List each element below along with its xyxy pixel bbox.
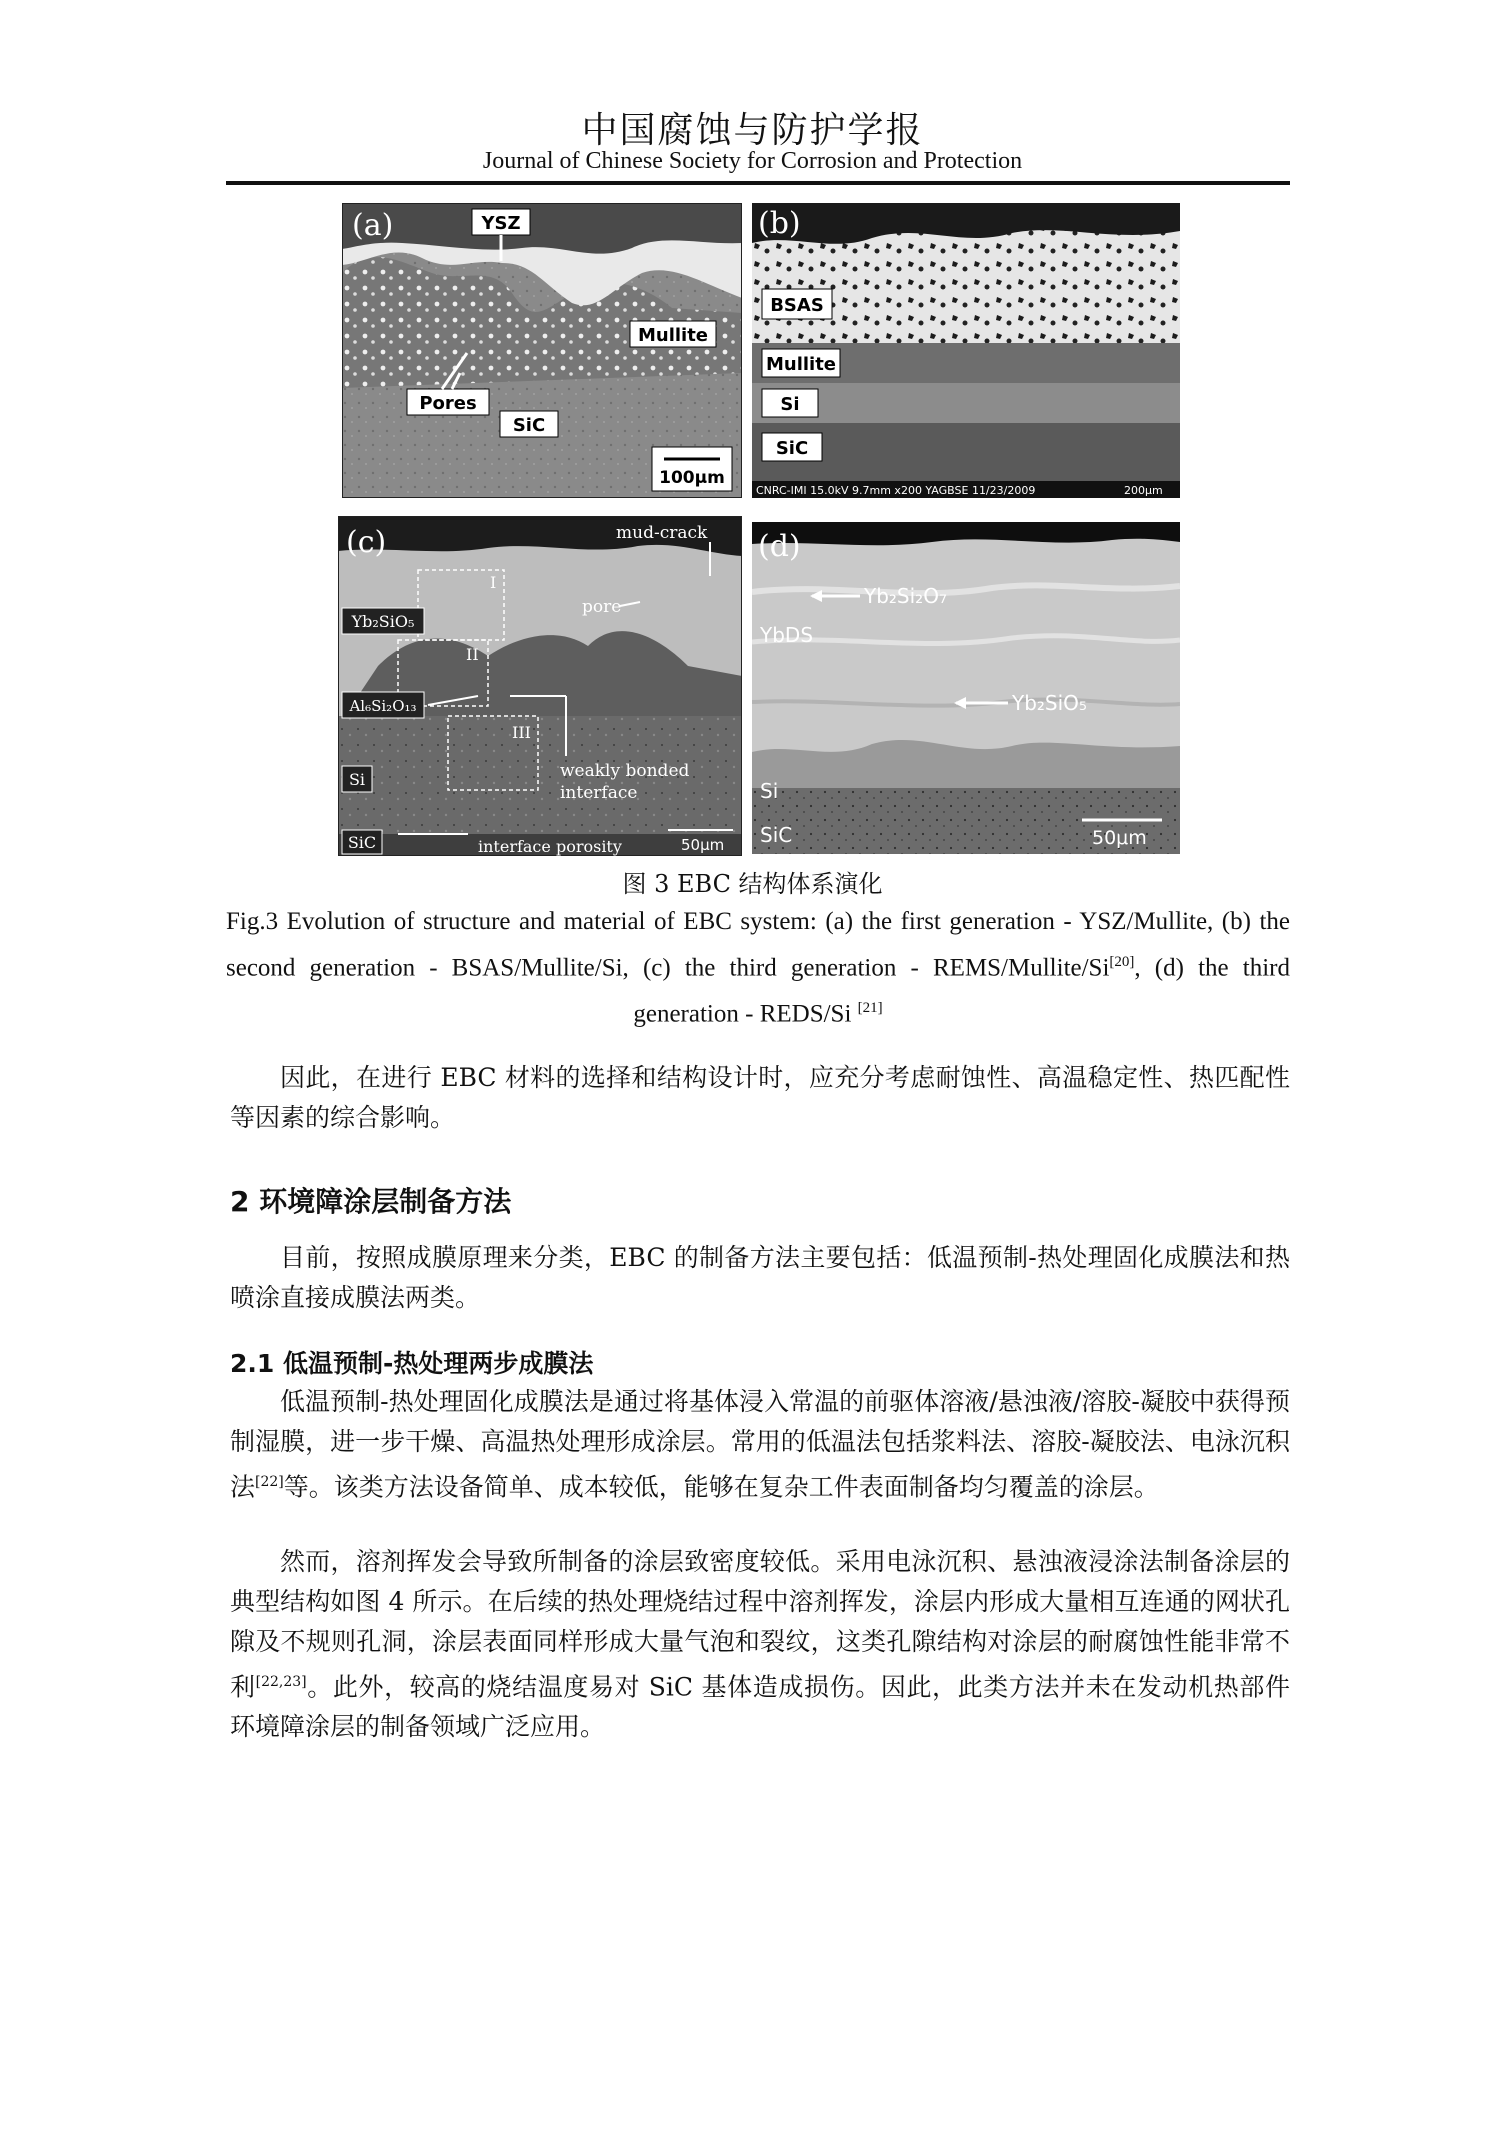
panel-a-letter: (a) xyxy=(352,208,394,243)
panel-c-label-interface-porosity: interface porosity xyxy=(478,837,622,856)
journal-title-en: Journal of Chinese Society for Corrosion and Protection xyxy=(482,148,1023,174)
paragraph-3 xyxy=(230,1382,1290,1507)
panel-a-label-mullite: Mullite xyxy=(637,325,709,346)
panel-b-label-sic: SiC xyxy=(775,438,809,459)
panel-c-box-1: I xyxy=(490,573,497,592)
panel-b-label-bsas: BSAS xyxy=(770,295,824,316)
panel-c-label-si: Si xyxy=(348,770,366,789)
section-2-heading: 2 环境障涂层制备方法 xyxy=(230,1185,512,1218)
paragraph-4-b: 。此外，较高的烧结温度易对 SiC 基体造成损伤。因此，此类方法并未在发动机热部件环境障涂层的制备领域广泛应用。 xyxy=(230,1672,1290,1742)
panel-d-label-yb2sio5: Yb₂SiO₅ xyxy=(1012,691,1087,715)
header-rule xyxy=(226,181,1290,185)
panel-c-label-mud-crack: mud-crack xyxy=(616,523,708,543)
panel-c-label-weakly-1: weakly bonded xyxy=(560,761,690,781)
paragraph-4-a: 然而，溶剂挥发会导致所制备的涂层致密度较低。采用电泳沉积、悬浊液浸涂法制备涂层的典型结构如图 4 所示。在后续的热处理烧结过程中溶剂挥发，涂层内形成大量相互连通的网状孔隙及不规则孔洞，涂层表面同样形成大量气泡和裂纹，这类孔隙结构对涂层的耐腐蚀性能非常不利 xyxy=(230,1547,1290,1702)
caption-en-mid: , (d) the third generation - REDS/Si xyxy=(633,954,1290,1028)
paragraph-3-b: 等。该类方法设备简单、成本较低，能够在复杂工件表面制备均匀覆盖的涂层。 xyxy=(283,1472,1159,1502)
paragraph-3-ref: [22] xyxy=(255,1474,284,1490)
panel-d-letter: (d) xyxy=(758,529,801,564)
panel-b-letter: (b) xyxy=(758,206,801,241)
panel-d-label-ybds: YbDS xyxy=(760,623,814,647)
panel-c-letter: (c) xyxy=(346,525,387,560)
paragraph-2: 目前，按照成膜原理来分类，EBC 的制备方法主要包括：低温预制-热处理固化成膜法和热喷涂直接成膜法两类。 xyxy=(230,1243,1290,1312)
panel-d-scale: 50μm xyxy=(1092,827,1147,849)
paragraph-3-a: 低温预制-热处理固化成膜法是通过将基体浸入常温的前驱体溶液/悬浊液/溶胶-凝胶中获得预制湿膜，进一步干燥、高温热处理形成涂层。常用的低温法包括浆料法、溶胶-凝胶法、电泳沉积法 xyxy=(230,1387,1290,1502)
figure-panel-a xyxy=(342,203,742,498)
figure-caption-en xyxy=(226,902,1290,1035)
panel-c-label-sic: SiC xyxy=(347,833,377,852)
journal-title-cn: 中国腐蚀与防护学报 xyxy=(581,110,924,151)
panel-c-label-pore: pore xyxy=(582,597,622,617)
panel-d-label-yb2si2o7: Yb₂Si₂O₇ xyxy=(864,584,947,608)
panel-c-scale: 50μm xyxy=(681,836,725,854)
figure-panel-d xyxy=(752,522,1180,854)
figure-caption-cn: 图 3 EBC 结构体系演化 xyxy=(622,870,883,898)
caption-en-ref-21: [21] xyxy=(857,1000,883,1017)
caption-en-main: Fig.3 Evolution of structure and material of EBC system: (a) the first generation - YSZ/Mullite, (b) the second generation - BSAS/Mullite/Si, (c) the third generation - REMS/Mullite/Si xyxy=(226,908,1290,982)
figure-panel-c xyxy=(338,516,742,856)
panel-b-label-mullite: Mullite xyxy=(765,354,837,375)
panel-b-scale: 200μm xyxy=(1124,484,1163,497)
panel-c-label-weakly-2: interface xyxy=(560,783,638,803)
panel-b-label-si: Si xyxy=(780,394,800,415)
panel-c-label-yb2sio5: Yb₂SiO₅ xyxy=(351,612,415,631)
panel-c-box-2: II xyxy=(466,645,479,664)
panel-c-label-al6si2o13: Al₆Si₂O₁₃ xyxy=(349,697,417,715)
panel-a-label-sic: SiC xyxy=(512,415,546,436)
panel-a-label-pores: Pores xyxy=(419,393,477,414)
panel-b-sem-info: CNRC-IMI 15.0kV 9.7mm x200 YAGBSE 11/23/2009 xyxy=(756,484,1036,497)
section-2-1-heading: 2.1 低温预制-热处理两步成膜法 xyxy=(230,1349,594,1378)
caption-en-ref-20: [20] xyxy=(1109,954,1135,970)
paragraph-4 xyxy=(230,1542,1290,1747)
panel-a-label-ysz: YSZ xyxy=(481,213,521,234)
paragraph-1: 因此，在进行 EBC 材料的选择和结构设计时，应充分考虑耐蚀性、高温稳定性、热匹配性等因素的综合影响。 xyxy=(230,1063,1290,1132)
figure-panel-b xyxy=(752,203,1180,498)
panel-d-label-si: Si xyxy=(760,779,779,803)
paragraph-4-ref: [22,23] xyxy=(255,1674,307,1690)
panel-c-box-3: III xyxy=(512,723,531,742)
panel-a-scale: 100μm xyxy=(659,468,725,488)
panel-d-label-sic: SiC xyxy=(760,823,793,847)
